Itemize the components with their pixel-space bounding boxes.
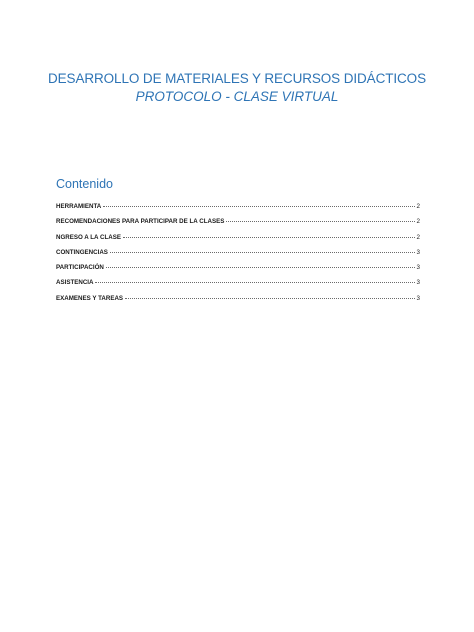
toc-entry-recomendaciones[interactable] — [56, 218, 420, 233]
toc-entry-label: NGRESO A LA CLASE — [56, 233, 121, 241]
toc-dot-leader — [106, 267, 415, 268]
document-subtitle: PROTOCOLO - CLASE VIRTUAL — [135, 89, 339, 104]
toc-dot-leader — [123, 237, 415, 238]
toc-entry-label: PARTICIPACIÓN — [56, 264, 104, 272]
toc-entry-page: 3 — [416, 248, 420, 256]
toc-entry-label: ASISTENCIA — [56, 279, 94, 287]
toc-entry-label: CONTINGENCIAS — [56, 248, 108, 256]
toc-entry-label: EXAMENES Y TAREAS — [56, 294, 124, 302]
toc-heading: Contenido — [56, 177, 113, 191]
toc-entry-label: RECOMENDACIONES PARA PARTICIPAR DE LA CLASES — [56, 218, 225, 226]
toc-entry-ingreso[interactable] — [56, 234, 420, 249]
toc-entry-page: 3 — [416, 264, 420, 272]
toc-entry-participacion[interactable] — [56, 264, 420, 279]
table-of-contents — [56, 203, 420, 310]
toc-entry-page: 2 — [416, 218, 420, 226]
toc-entry-page: 3 — [416, 294, 420, 302]
toc-entry-page: 3 — [416, 279, 420, 287]
toc-dot-leader — [226, 221, 414, 222]
toc-entry-examenes[interactable] — [56, 295, 420, 310]
toc-entry-page: 2 — [416, 203, 420, 210]
document-title: DESARROLLO DE MATERIALES Y RECURSOS DIDÁCTICOS — [48, 71, 426, 86]
toc-dot-leader — [103, 206, 414, 207]
toc-dot-leader — [110, 252, 415, 253]
toc-entry-herramienta[interactable] — [56, 203, 420, 218]
toc-entry-asistencia[interactable] — [56, 279, 420, 294]
toc-dot-leader — [125, 298, 415, 299]
toc-dot-leader — [95, 282, 414, 283]
title-block — [0, 70, 474, 106]
toc-entry-page: 2 — [416, 233, 420, 241]
toc-entry-label: HERRAMIENTA — [56, 203, 102, 210]
toc-entry-contingencias[interactable] — [56, 249, 420, 264]
